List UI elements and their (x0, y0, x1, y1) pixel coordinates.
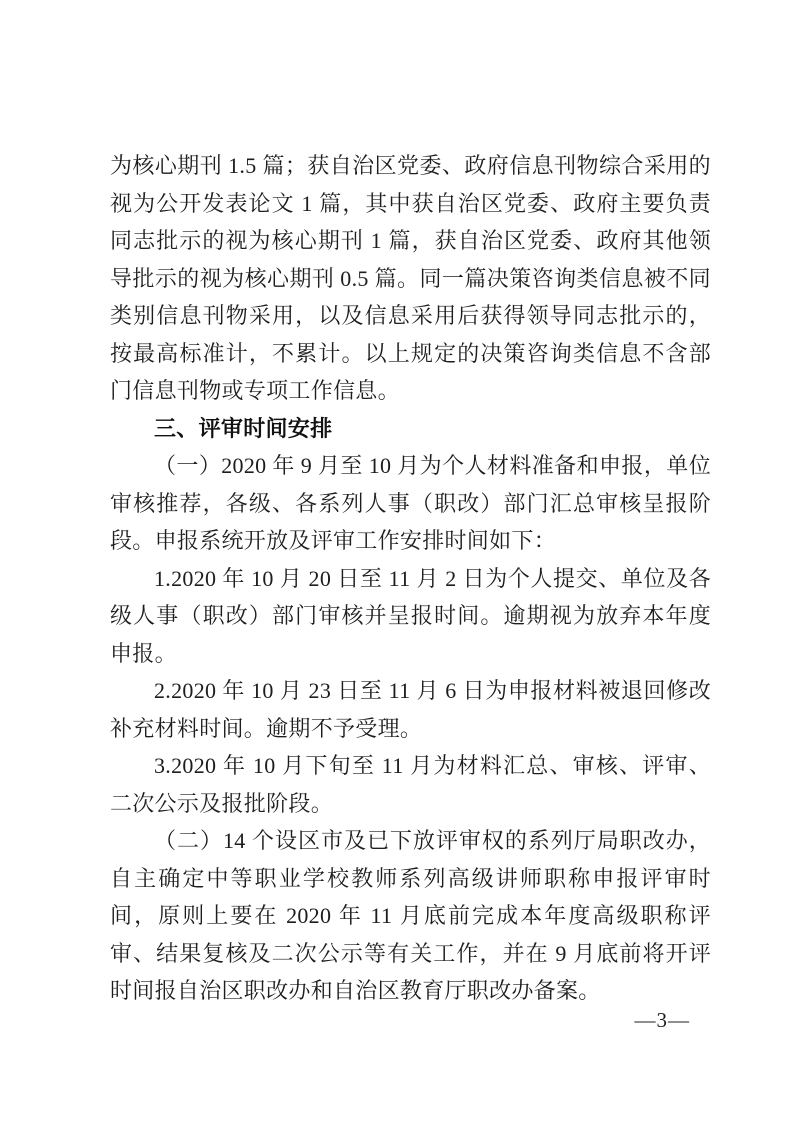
paragraph-item2-city-bureau-arrangement: （二）14 个设区市及已下放评审权的系列厅局职改办，自主确定中等职业学校教师系列高级讲师职称申报评审时间，原则上要在 2020 年 11 月底前完成本年度高级职称评审、结果复核及二次公示等有关工作，并在 9 月底前将开评时间报自治区职改办和自治区教育厅职改办备案。 (110, 828, 711, 1003)
document-body (110, 147, 711, 1010)
paragraph-journal-credit-rules: 为核心期刊 1.5 篇；获自治区党委、政府信息刊物综合采用的视为公开发表论文 1 篇，其中获自治区党委、政府主要负责同志批示的视为核心期刊 1 篇，获自治区党委、政府其他领导批示的视为核心期刊 0.5 篇。同一篇决策咨询类信息被不同类别信息刊物采用，以及信息采用后获得领导同志批示的，按最高标准计，不累计。以上规定的决策咨询类信息不含部门信息刊物或专项工作信息。 (110, 153, 711, 403)
paragraph-sub1-submission-window: 1.2020 年 10 月 20 日至 11 月 2 日为个人提交、单位及各级人事（职改）部门审核并呈报时间。逾期视为放弃本年度申报。 (110, 565, 711, 666)
page-number: —3— (634, 1008, 690, 1032)
section-heading-review-schedule: 三、评审时间安排 (154, 415, 333, 441)
paragraph-item1-declaration-stage: （一）2020 年 9 月至 10 月为个人材料准备和申报，单位审核推荐，各级、各系列人事（职改）部门汇总审核呈报阶段。申报系统开放及评审工作安排时间如下： (110, 453, 711, 553)
paragraph-sub2-revision-window: 2.2020 年 10 月 23 日至 11 月 6 日为申报材料被退回修改补充材料时间。逾期不予受理。 (110, 678, 711, 741)
paragraph-sub3-review-stage: 3.2020 年 10 月下旬至 11 月为材料汇总、审核、评审、二次公示及报批阶段。 (110, 753, 711, 816)
